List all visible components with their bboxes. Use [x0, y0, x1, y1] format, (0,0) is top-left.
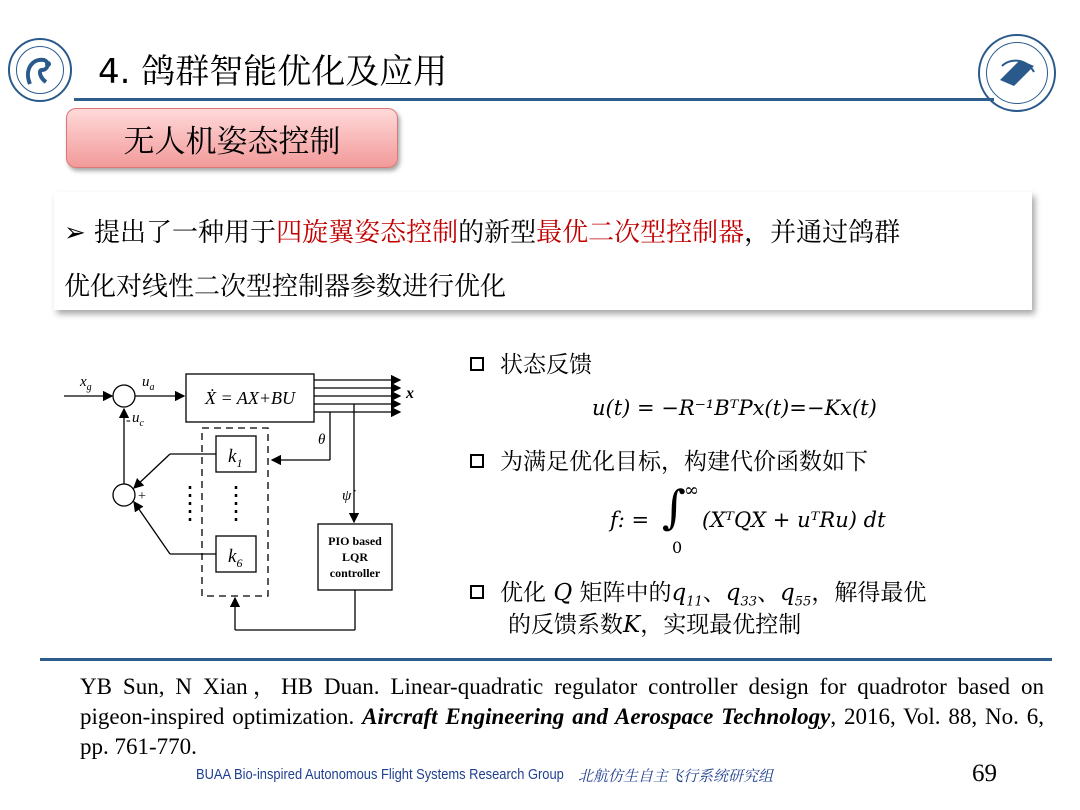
summary-box	[54, 192, 1032, 310]
page-number: 69	[972, 760, 997, 787]
output-label: x	[406, 385, 414, 402]
summary-line-1	[64, 212, 900, 249]
uc-label: $u_c$	[132, 410, 144, 429]
k-label: K	[623, 612, 641, 638]
equation-lhs: f: =	[610, 508, 650, 532]
integral-lower: 0	[672, 538, 683, 557]
section-badge: 无人机姿态控制	[66, 108, 398, 168]
separator: 、	[757, 580, 781, 606]
reference-authors: YB Sun, N Xian，HB Duan. Linear-quadratic regulator controller design for quadrotor based on pigeon-inspired optimization.	[80, 674, 1044, 729]
summary-text: ，并通过鸽群	[744, 218, 901, 248]
equation-cost-body: (XᵀQX + uᵀRu) dt	[702, 508, 886, 532]
q33-label: $q_{33}$	[725, 580, 758, 610]
q-matrix-label: Q	[553, 580, 573, 606]
q11-label: $q_{11}$	[671, 580, 703, 610]
item-text: 矩阵中的	[579, 580, 672, 606]
highlight-text: 四旋翼姿态控制	[276, 218, 459, 248]
square-bullet-icon	[470, 585, 484, 599]
square-bullet-icon	[470, 454, 484, 468]
item-text: ，实现最优控制	[640, 612, 802, 638]
item-text: ，解得最优	[811, 580, 927, 606]
equation-feedback: u(t) = −R⁻¹BᵀPx(t)=−Kx(t)	[592, 396, 877, 420]
integral-sign: ∫	[662, 480, 686, 534]
footer-group-en: BUAA Bio-inspired Autonomous Flight Systems Research Group	[196, 766, 564, 783]
psi-label: ψ̇	[342, 488, 352, 504]
page-title: 4. 鸽群智能优化及应用	[98, 52, 448, 92]
ua-label: $u_a$	[142, 374, 155, 393]
plus-sign: +	[138, 489, 146, 504]
reference-journal: Aircraft Engineering and Aerospace Technology	[362, 704, 831, 729]
separator: 、	[702, 580, 726, 606]
item-text: 状态反馈	[500, 352, 592, 378]
pio-line-2: LQR	[341, 550, 369, 564]
item-cost-function	[470, 443, 868, 476]
item-text: 优化	[500, 580, 546, 606]
minus-sign: -	[126, 413, 131, 428]
highlight-text: 最优二次型控制器	[536, 218, 745, 248]
footer-group-cn: 北航仿生自主飞行系统研究组	[578, 767, 774, 785]
reference-rule	[40, 658, 1052, 661]
lab-logo-icon	[8, 38, 72, 102]
item-state-feedback	[470, 346, 592, 379]
summary-text: ➢ 提出了一种用于	[64, 218, 277, 248]
summary-line-2: 优化对线性二次型控制器参数进行优化	[64, 272, 507, 302]
integral-upper: ∞	[684, 480, 699, 501]
item-text: 为满足优化目标，构建代价函数如下	[500, 449, 868, 475]
theta-label: θ	[318, 432, 326, 448]
item-optimize-q-line-2	[508, 606, 801, 639]
control-block-diagram	[60, 340, 440, 640]
reference-details: , 2016, Vol. 88, No. 6, pp. 761-770.	[80, 704, 1044, 759]
header-rule	[74, 98, 994, 101]
pio-line-1: PIO based	[328, 534, 382, 548]
item-text: 的反馈系数	[508, 612, 623, 638]
pio-line-3: controller	[329, 566, 381, 580]
q55-label: $q_{55}$	[780, 580, 812, 610]
state-equation: Ẋ = AX+BU	[205, 388, 295, 408]
square-bullet-icon	[470, 357, 484, 371]
k1-label: $k_1$	[228, 446, 243, 470]
input-label: $x_g$	[80, 374, 92, 393]
reference-citation	[80, 672, 1044, 762]
item-optimize-q	[470, 574, 926, 610]
summary-text: 的新型	[458, 218, 537, 248]
k6-label: $k_6$	[228, 546, 243, 570]
